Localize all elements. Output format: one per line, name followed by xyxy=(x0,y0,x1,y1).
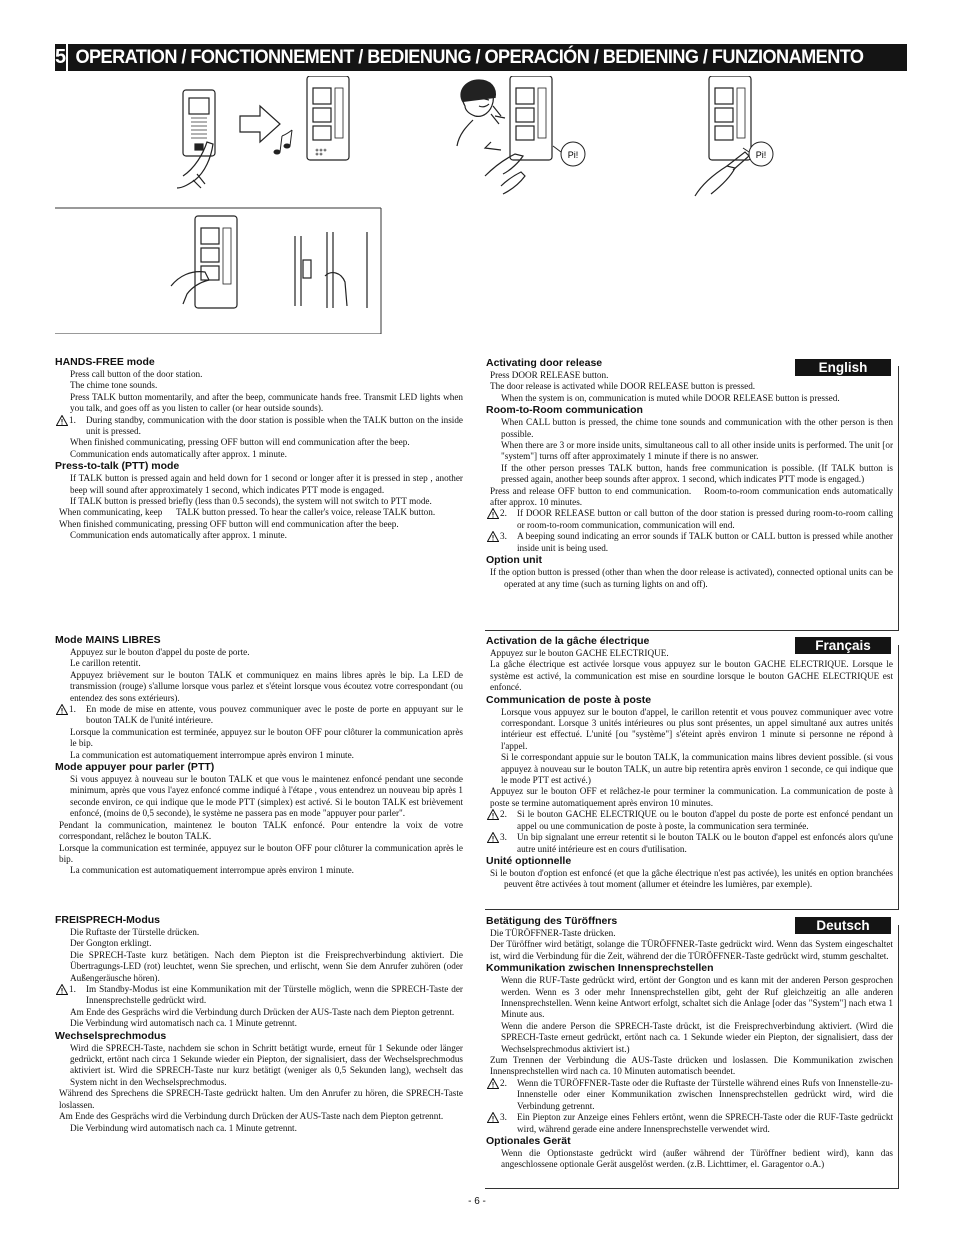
warning-number: 3. xyxy=(500,1112,507,1123)
en-step: When there are 3 or more inside units, simultaneous call to all other inside units is performed. The unit [or "system"] turns off after approximately 1 minute if there is no answer. xyxy=(501,440,893,462)
page-number: - 6 - xyxy=(468,1196,486,1207)
fr-step: Si vous appuyez à nouveau sur le bouton TALK et que vous le maintenez enfoncé pendant une seconde minimum, après que vous l'ayez enfoncé comme indiqué à l'étape , vous entendrez un nouveau bip après 1 seconde environ, ce qui indique que le mode PTT (simplex) est activé. Si le bouton TALK est brièvement enfoncé, (moins de 0,5 seconde), le système ne passera pas en mode "appuyer pour parler". xyxy=(70,774,463,819)
de-warning-2 xyxy=(486,1078,893,1112)
de-step: Wenn die andere Person die SPRECH-Taste drückt, ist die Freisprechverbindung aktiviert. (Wird die SPRECH-Taste erneut gedrückt, ertönt nach ca. 1 Sekunde wieder ein Piepton, der signalisiert, dass der Wechselsprechmodus aktiviert ist.) xyxy=(501,1020,893,1054)
de-step: Wenn die Optionstaste gedrückt wird (außer während der Türöffner bedient wird), kann das angeschlossene optionale Gerät ausgelöst werden. (z.B. Lichttimer, el. Garagentor o.A.) xyxy=(501,1147,893,1170)
fr-warning-1 xyxy=(55,704,463,727)
warning-number: 3. xyxy=(500,531,507,542)
beep-label-2: Pi! xyxy=(755,150,767,160)
de-step: Wird die SPRECH-Taste, nachdem sie schon in Schritt betätigt wurde, erneut für 1 Sekunde oder länger gedrückt, ertönt nach circa 1 Sekunde wieder ein Piepton, der signalisiert, dass der Wechselsprechmodus aktiviert ist. Wird die SPRECH-Taste nur kurz betätigt (weniger als 0,5 Sekunden lang), wechselt das System nicht in den Wechselsprechmodus. xyxy=(70,1042,463,1087)
warning-text: During standby, communication with the door station is possible when the TALK button on the inside unit is pressed. xyxy=(86,414,463,437)
lang-tag-deutsch: Deutsch xyxy=(795,917,891,934)
fr-step: Appuyez sur le bouton GACHE ELECTRIQUE. xyxy=(490,648,669,658)
fr-step: Si le correspondant appuie sur le bouton TALK, la communication mains libres devient possible. (si vous appuyez à nouveau sur le bouton TALK, un autre bip retentira après environ 1 seconde, ce qui indique que le mode PTT est activé.) xyxy=(501,752,893,786)
de-heading-tueroeffner: Betätigung des Türöffners xyxy=(486,915,618,927)
en-step: The chime tone sounds. xyxy=(70,380,158,391)
en-step: Press DOOR RELEASE button. xyxy=(490,370,609,380)
fr-heading-gache: Activation de la gâche électrique xyxy=(486,635,650,647)
door-illustration xyxy=(295,232,367,308)
arrow-icon xyxy=(240,106,280,142)
warning-icon xyxy=(487,809,499,820)
warning-icon xyxy=(56,984,68,995)
de-warning-3 xyxy=(486,1112,893,1135)
en-heading-ptt: Press-to-talk (PTT) mode xyxy=(55,460,180,473)
en-step: When communicating, keep TALK button pressed. To hear the caller's voice, release TALK button. xyxy=(59,507,436,518)
fr-step: Pendant la communication, maintenez le bouton TALK enfoncé. Pour entendre la voix de votre correspondant, relâchez le bouton TALK. xyxy=(59,819,463,842)
fr-heading-ptt: Mode appuyer pour parler (PTT) xyxy=(55,761,215,774)
en-warning-2 xyxy=(486,508,893,531)
fr-step: Appuyez sur le bouton d'appel du poste de porte. xyxy=(70,647,250,657)
en-step: Communication ends automatically after approx. 1 minute. xyxy=(70,530,287,541)
warning-text: Im Standby-Modus ist eine Kommunikation mit der Türstelle möglich, wenn die SPRECH-Taste der Innensprechstelle gedrückt wird. xyxy=(86,984,463,1006)
de-step: Die Verbindung wird automatisch nach ca. 1 Minute getrennt. xyxy=(70,1122,297,1133)
warning-text: Si le bouton GACHE ELECTRIQUE ou le bouton d'appel du poste de porte est enfoncé pendant un appel ou une communication de poste à poste, la communication sera terminée. xyxy=(517,809,893,831)
fr-heading-mains-libres: Mode MAINS LIBRES xyxy=(55,634,161,646)
warning-icon xyxy=(487,508,499,519)
en-step: When the system is on, communication is muted while DOOR RELEASE button is pressed. xyxy=(501,392,840,403)
warning-text: En mode de mise en attente, vous pouvez communiquer avec le poste de porte en appuyant sur le bouton TALK de l'unité intérieure. xyxy=(86,704,463,726)
en-step: When CALL button is pressed, the chime tone sounds and communication with the other person is then possible. xyxy=(501,417,893,439)
fr-step: Appuyez brièvement sur le bouton TALK et communiquez en mains libres après le bip. La LED de transmission (rouge) s'allume lorsque vous parlez et s'éteint lorsque vous écoutez votre correspondant (ou entendez des sons extérieurs). xyxy=(70,669,463,703)
en-right-column xyxy=(486,357,896,590)
de-heading-optional: Optionales Gerät xyxy=(486,1134,571,1147)
warning-number: 1. xyxy=(69,704,76,715)
en-heading-door-release: Activating door release xyxy=(486,357,603,369)
fr-heading-option: Unité optionnelle xyxy=(486,854,572,867)
fr-right-column xyxy=(486,635,893,891)
en-step: If the other person presses TALK button, hands free communication is possible. (If TALK button is pressed again, another beep sounds after approx. 1 second, which indicates PTT mode is engaged.) xyxy=(501,462,893,485)
fr-step: La gâche électrique est activée lorsque vous appuyez sur le bouton GACHE ELECTRIQUE. Lorsque le système est activé, la communication est mise en sourdine lorsque le bouton GACHE ELECTRIQUE est enfoncé. xyxy=(490,659,893,693)
warning-icon xyxy=(487,1078,499,1089)
de-step: Die SPRECH-Taste kurz betätigen. Nach dem Piepton ist die Freisprechverbindung aktiviert. Die Übertragungs-LED (rot) leuchtet, wenn Sie sprechen, und erlischt, wenn Sie dem Anrufer zuhören (oder Außengeräusche hören). xyxy=(70,949,463,983)
de-heading-wechsel: Wechselsprechmodus xyxy=(55,1029,167,1042)
door-station-illustration xyxy=(177,90,215,188)
de-step: Die Verbindung wird automatisch nach ca. 1 Minute getrennt. xyxy=(70,1018,297,1029)
en-step: When finished communicating, pressing OFF button will end communication after the beep. xyxy=(59,518,399,529)
warning-text: Ein Piepton zur Anzeige eines Fehlers ertönt, wenn die SPRECH-Taste oder die RUF-Taste gedrückt wird, während gerade eine andere Innensprechstelle verwendet wird. xyxy=(517,1112,893,1134)
fr-heading-poste: Communication de poste à poste xyxy=(486,693,652,706)
warning-number: 1. xyxy=(69,414,76,425)
de-left-column xyxy=(55,914,463,1134)
en-step: The door release is activated while DOOR RELEASE button is pressed. xyxy=(490,381,756,392)
de-step: Zum Trennen der Verbindung die AUS-Taste drücken und loslassen. Die Kommunikation zwischen Innensprechstellen wird nach ca. 10 Minuten automatisch beendet. xyxy=(490,1055,893,1077)
lang-tag-francais: Français xyxy=(795,637,891,654)
warning-number: 1. xyxy=(69,984,76,995)
de-right-column xyxy=(486,915,893,1171)
warning-number: 2. xyxy=(500,809,507,820)
fr-step: Lorsque la communication est terminée, appuyez sur le bouton OFF pour clôturer la communication après le bip. xyxy=(59,842,463,864)
de-heading-freisprech: FREISPRECH-Modus xyxy=(55,914,160,926)
fr-warning-3 xyxy=(486,832,893,855)
de-step: Der Gongton erklingt. xyxy=(70,938,152,949)
section-title-bar xyxy=(55,44,907,71)
de-step: Die TÜRÖFFNER-Taste drücken. xyxy=(490,928,616,938)
en-step: Press call button of the door station. xyxy=(70,369,203,379)
warning-text: If DOOR RELEASE button or call button of the door station is pressed during room-to-room calling or room-to-room communication, communication will end. xyxy=(517,508,893,530)
de-step: Wenn die RUF-Taste gedrückt wird, ertönt der Gongton und es kann mit der anderen Person gesprochen werden. Wenn es 3 oder mehr Innensprechstellen gibt, geht der Ruf gleichzeitig an alle anderen Innensprechstellen. Wenn keine Antwort erfolgt, schaltet sich die Anlage [oder das "System"] nach etwa 1 Minute aus. xyxy=(501,975,893,1020)
door-release-illustration xyxy=(695,76,751,196)
en-heading-handsfree: HANDS-FREE mode xyxy=(55,356,155,368)
warning-text: A beeping sound indicating an error sounds if TALK button or CALL button is pressed while another inside unit is being used. xyxy=(517,531,893,553)
en-step: If TALK button is pressed briefly (less than 0.5 seconds), the system will not switch to PTT mode. xyxy=(70,496,432,507)
ptt-illustration xyxy=(171,216,237,308)
warning-icon xyxy=(56,704,68,715)
en-step: Press and release OFF button to end communication. Room-to-room communication ends automatically after approx. 10 minutes. xyxy=(490,485,896,508)
en-heading-option: Option unit xyxy=(486,554,542,567)
de-step: Am Ende des Gesprächs wird die Verbindung durch Drücken der AUS-Taste nach dem Piepton getrennt. xyxy=(70,1006,455,1017)
warning-icon xyxy=(56,415,68,426)
warning-text: Un bip signalant une erreur retentit si le bouton TALK ou le bouton d'appel est enfoncés alors qu'une autre unité intérieure est en cours d'utilisation. xyxy=(517,832,893,854)
de-step: Die Ruftaste der Türstelle drücken. xyxy=(70,927,200,937)
fr-step: Lorsque vous appuyez sur le bouton d'appel, le carillon retentit et vous pouvez communiquer avec votre correspondant. Lorsque 3 unités intérieures ou plus sont présentes, un appel simultané aux autres unités intérieur est effectué. L'unité [ou "système"] s'éteint après environ 1 minute si personne ne répond à l'appel. xyxy=(501,706,893,751)
fr-step: Le carillon retentit. xyxy=(70,658,141,669)
en-step: Communication ends automatically after approx. 1 minute. xyxy=(70,448,287,459)
en-heading-room: Room-to-Room communication xyxy=(486,404,643,417)
warning-number: 2. xyxy=(500,1077,507,1088)
warning-text: Wenn die TÜRÖFFNER-Taste oder die Ruftaste der Türstelle während eines Rufs von Innenstelle-zu-Innenstelle oder einer Kommunikation zwischen Innensprechstellen gedrückt wird, wird die Verbindung getrennt. xyxy=(517,1077,893,1111)
de-step: Am Ende des Gesprächs wird die Verbindung durch Drücken der AUS-Taste nach dem Piepton getrennt. xyxy=(59,1111,444,1122)
fr-step: La communication est automatiquement interrompue après environ 1 minute. xyxy=(70,749,354,760)
talk-illustration xyxy=(457,76,552,194)
operation-illustrations xyxy=(55,76,904,334)
fr-step: La communication est automatiquement interrompue après environ 1 minute. xyxy=(70,865,354,876)
en-warning-3 xyxy=(486,531,893,554)
chime-notes-icon xyxy=(274,130,292,154)
de-warning-1 xyxy=(55,984,463,1007)
de-step: Der Türöffner wird betätigt, solange die TÜRÖFFNER-Taste gedrückt wird. Wenn das System eingeschaltet ist, wird die Verbindung für die Zeit, während der die TÜRÖFFNER-Taste gedrückt wird, stumm geschaltet. xyxy=(490,939,893,961)
fr-left-column xyxy=(55,634,463,877)
en-step: If the option button is pressed (other than when the door release is activated), connected optional units can be operated at any time (such as turning lights on and off). xyxy=(490,567,893,589)
warning-number: 3. xyxy=(500,832,507,843)
en-left-column xyxy=(55,356,463,542)
en-step: If TALK button is pressed again and held down for 1 second or longer after it is pressed in step , another beep will sound after approximately 1 second, which indicates PTT mode is engaged. xyxy=(70,473,463,495)
en-step: Press TALK button momentarily, and after the beep, communicate hands free. Transmit LED lights when you talk, and goes off as you listen to caller (or hear outside sounds). xyxy=(70,391,463,414)
fr-step: Lorsque la communication est terminée, appuyez sur le bouton OFF pour clôturer la communication après le bip. xyxy=(70,726,463,749)
de-step: Während des Sprechens die SPRECH-Taste gedrückt halten. Um den Anrufer zu hören, die SPRECH-Taste loslassen. xyxy=(59,1088,463,1110)
warning-icon xyxy=(487,1112,499,1123)
fr-step: Appuyez sur le bouton OFF et relâchez-le pour terminer la communication. La communication de poste à poste se termine automatiquement après environ 10 minutes. xyxy=(490,786,893,808)
section-title: OPERATION / FONCTIONNEMENT / BEDIENUNG / OPERACIÓN / BEDIENING / FUNZIONAMENTO xyxy=(75,46,864,68)
lang-tag-english: English xyxy=(795,359,891,376)
de-heading-innensprech: Kommunikation zwischen Innensprechstellen xyxy=(486,962,714,975)
en-step: When finished communicating, pressing OFF button will end communication after the beep. xyxy=(70,437,410,448)
beep-label-1: Pi! xyxy=(567,150,579,160)
warning-number: 2. xyxy=(500,508,507,519)
en-warning-1 xyxy=(55,415,463,438)
inside-unit-chime-illustration xyxy=(307,76,349,160)
fr-step: Si le bouton d'option est enfoncé (et que la gâche électrique n'est pas activée), les unités en option branchées peuvent être activées à tout moment (allumer et éteindre les lumières, par exemple). xyxy=(490,867,893,890)
fr-warning-2 xyxy=(486,809,893,832)
warning-icon xyxy=(487,531,499,542)
section-number: 5 xyxy=(55,44,68,71)
warning-icon xyxy=(487,832,499,843)
